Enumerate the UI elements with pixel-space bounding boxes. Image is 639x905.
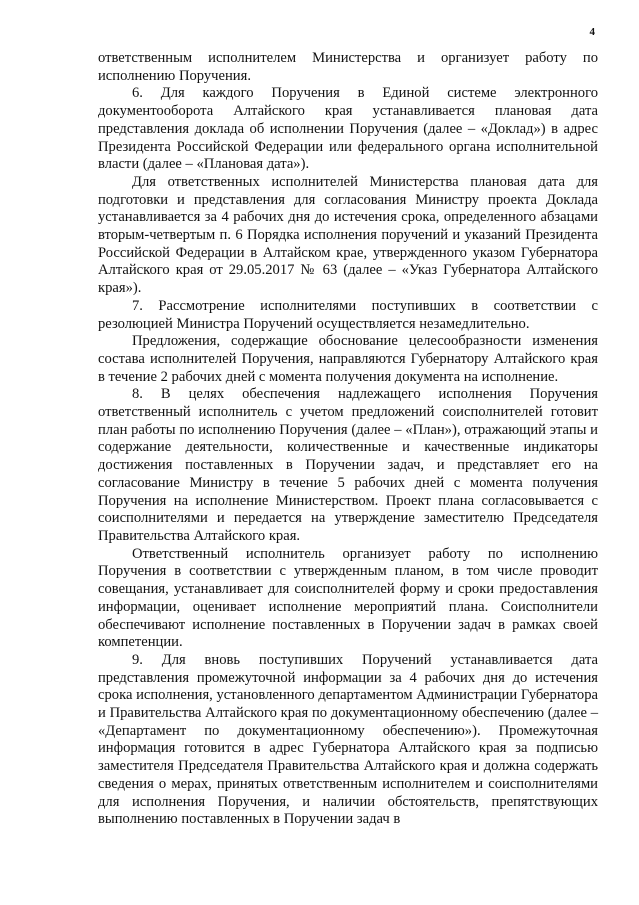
paragraph-responsible-executor: Ответственный исполнитель организует работу по исполнению Поручения в соответствии с утвержденным планом, в том числе проводит совещания, устанавливает для соисполнителей форму и сроки предоставления информации, оценивает исполнение мероприятий плана. Соисполнители обеспечивают исполнение поставленных в Поручении задач в рамках своей компетенции.	[98, 545, 598, 651]
paragraph-planned-date: Для ответственных исполнителей Министерства плановая дата для подготовки и представления для согласования Министру проекта Доклада устанавливается за 4 рабочих дня до истечения срока, определенного абзацами вторым-четвертым п. 6 Порядка исполнения поручений и указаний Президента Российской Федерации в Алтайском крае, утвержденного указом Губернатора Алтайского края от 29.05.2017 № 63 (далее – «Указ Губернатора Алтайского края»).	[98, 173, 598, 297]
paragraph-item-6: 6. Для каждого Поручения в Единой системе электронного документооборота Алтайского края устанавливается плановая дата представления доклада об исполнении Поручения (далее – «Доклад») в адрес Президента Российской Федерации или федерального органа исполнительной власти (далее – «Плановая дата»).	[98, 85, 598, 173]
paragraph-item-7: 7. Рассмотрение исполнителями поступивших в соответствии с резолюцией Министра Поручений осуществляется незамедлительно.	[98, 297, 598, 332]
paragraph-item-8: 8. В целях обеспечения надлежащего исполнения Поручения ответственный исполнитель с учетом предложений соисполнителей готовит план работы по исполнению Поручения (далее – «План»), отражающий этапы и содержание деятельности, количественные и качественные индикаторы достижения поставленных в Поручении задач, и представляет его на согласование Министру в течение 5 рабочих дней с момента получения Поручения на исполнение Министерством. Проект плана согласовывается с соисполнителями и передается на утверждение заместителю Председателя Правительства Алтайского края.	[98, 386, 598, 544]
page-number: 4	[589, 26, 595, 38]
document-body	[98, 50, 598, 829]
paragraph-continuation: ответственным исполнителем Министерства и организует работу по исполнению Поручения.	[98, 50, 598, 84]
paragraph-item-9: 9. Для вновь поступивших Поручений устанавливается дата представления промежуточной информации за 4 рабочих дня до истечения срока исполнения, установленного департаментом Администрации Губернатора и Правительства Алтайского края по документационному обеспечению (далее – «Департамент по документационному обеспечению»). Промежуточная информация готовится в адрес Губернатора Алтайского края за подписью заместителя Председателя Правительства Алтайского края и должна содержать сведения о мерах, принятых ответственным исполнителем и соисполнителями для исполнения Поручения, и наличии обстоятельств, препятствующих выполнению поставленных в Поручении задач в	[98, 651, 598, 828]
paragraph-proposals: Предложения, содержащие обоснование целесообразности изменения состава исполнителей Поручения, направляются Губернатору Алтайского края в течение 2 рабочих дней с момента получения документа на исполнение.	[98, 333, 598, 385]
